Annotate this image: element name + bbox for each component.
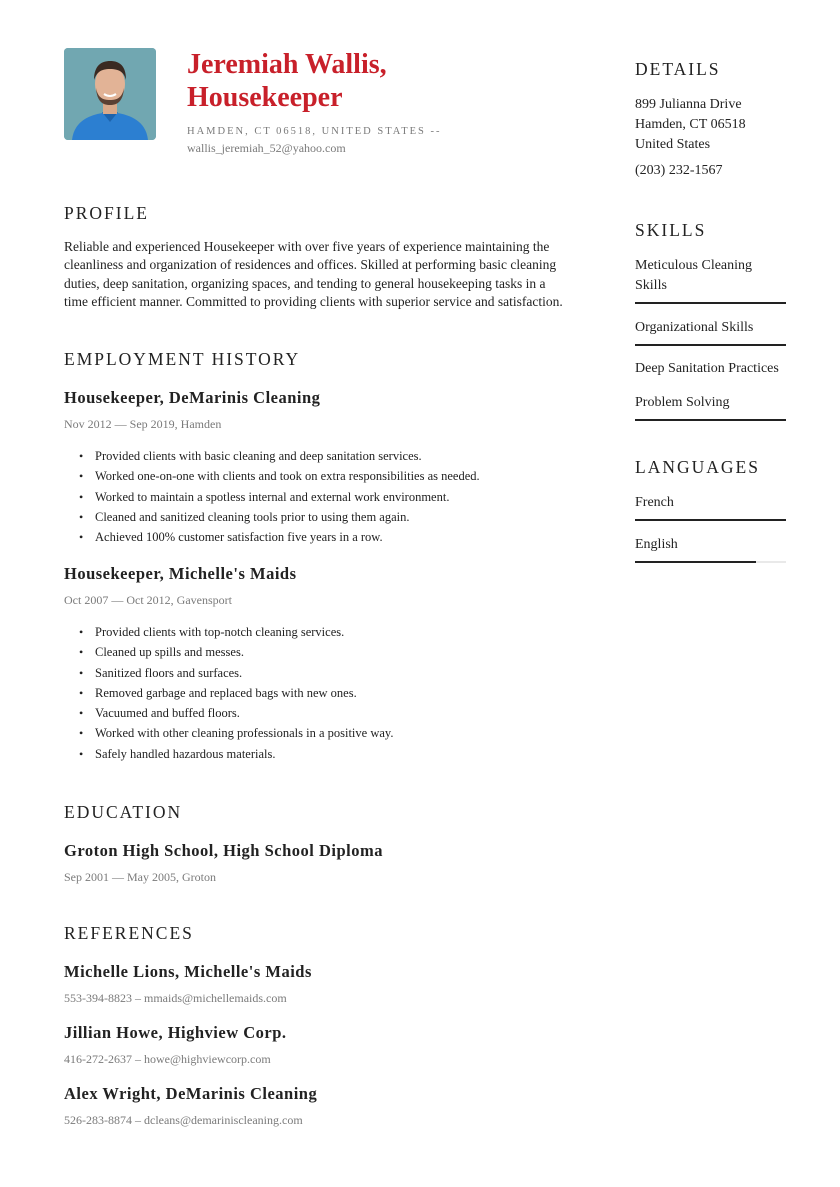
candidate-role: Housekeeper (187, 82, 343, 113)
skill-item (635, 359, 786, 387)
skill-level-bar (635, 419, 786, 421)
education-dates: Sep 2001 — May 2005, Groton (64, 870, 216, 884)
header-email[interactable]: wallis_jeremiah_52@yahoo.com (187, 141, 346, 155)
skill-level-bar (635, 385, 786, 387)
details-address-line: United States (635, 137, 711, 152)
job-bullet: • Cleaned up spills and messes. (95, 642, 393, 662)
reference-contact: 526-283-8874 – dcleans@demariniscleaning.com (64, 1113, 303, 1127)
header-address: HAMDEN, CT 06518, UNITED STATES -- (187, 126, 442, 137)
job-bullet: • Sanitized floors and surfaces. (95, 663, 393, 683)
education-heading: EDUCATION (64, 802, 183, 822)
job-bullet: • Provided clients with basic cleaning and deep sanitation services. (95, 446, 480, 466)
references-heading: REFERENCES (64, 923, 194, 943)
skill-item (635, 256, 786, 304)
language-item (635, 535, 786, 563)
skill-label: Meticulous Cleaning Skills (635, 258, 753, 293)
job-bullets (64, 622, 393, 764)
details-address (635, 95, 746, 155)
job-bullets (64, 446, 480, 547)
job-bullet: • Removed garbage and replaced bags with new ones. (95, 683, 393, 703)
employment-heading: EMPLOYMENT HISTORY (64, 349, 301, 369)
skill-level-fill (635, 344, 786, 346)
job-bullet: • Provided clients with top-notch cleaning services. (95, 622, 393, 642)
skill-item (635, 318, 786, 346)
skill-level-bar (635, 344, 786, 346)
reference-name: Alex Wright, DeMarinis Cleaning (64, 1084, 318, 1103)
job-bullet: • Achieved 100% customer satisfaction five years in a row. (95, 527, 480, 547)
candidate-name: Jeremiah Wallis, (187, 49, 387, 80)
job-bullet: • Vacuumed and buffed floors. (95, 703, 393, 723)
job-dates: Nov 2012 — Sep 2019, Hamden (64, 417, 222, 431)
language-level-bar (635, 561, 786, 563)
skill-item (635, 393, 786, 421)
reference-name: Jillian Howe, Highview Corp. (64, 1023, 287, 1042)
skill-level-fill (635, 419, 786, 421)
language-label: French (635, 495, 674, 510)
profile-photo (64, 48, 156, 140)
profile-heading: PROFILE (64, 203, 149, 223)
education-title: Groton High School, High School Diploma (64, 841, 383, 860)
job-bullet: • Worked one-on-one with clients and took on extra responsibilities as needed. (95, 466, 480, 486)
language-level-fill (635, 519, 786, 521)
job-dates: Oct 2007 — Oct 2012, Gavensport (64, 593, 232, 607)
job-bullet: • Cleaned and sanitized cleaning tools prior to using them again. (95, 507, 480, 527)
profile-photo-image (64, 48, 156, 140)
details-heading: DETAILS (635, 59, 721, 79)
language-level-fill (635, 561, 756, 563)
language-item (635, 493, 786, 521)
job-title: Housekeeper, Michelle's Maids (64, 564, 297, 583)
job-bullet: • Safely handled hazardous materials. (95, 744, 393, 764)
reference-name: Michelle Lions, Michelle's Maids (64, 962, 312, 981)
languages-heading: LANGUAGES (635, 457, 760, 477)
job-bullet: • Worked with other cleaning professionals in a positive way. (95, 723, 393, 743)
details-address-line: Hamden, CT 06518 (635, 117, 746, 132)
reference-contact: 416-272-2637 – howe@highviewcorp.com (64, 1052, 271, 1066)
job-bullet: • Worked to maintain a spotless internal and external work environment. (95, 487, 480, 507)
profile-summary: Reliable and experienced Housekeeper with over five years of experience maintaining the cleanliness and organization of residences and offices. Skilled at performing basic cleaning duties, deep sanitation, organizing spaces, and tending to general housekeeping tasks in a time efficient manner. Committed to providing clients with superior service and satisfaction. (64, 239, 563, 309)
skill-level-fill (635, 302, 786, 304)
details-phone[interactable]: (203) 232-1567 (635, 163, 723, 178)
skill-level-bar (635, 302, 786, 304)
candidate-name-title (187, 48, 387, 114)
skill-label: Deep Sanitation Practices (635, 361, 779, 376)
skill-label: Problem Solving (635, 395, 730, 410)
language-level-bar (635, 519, 786, 521)
skill-label: Organizational Skills (635, 320, 754, 335)
header-contact (187, 123, 517, 157)
details-address-line: 899 Julianna Drive (635, 97, 742, 112)
skills-heading: SKILLS (635, 220, 707, 240)
reference-contact: 553-394-8823 – mmaids@michellemaids.com (64, 991, 287, 1005)
job-title: Housekeeper, DeMarinis Cleaning (64, 388, 321, 407)
language-label: English (635, 537, 678, 552)
